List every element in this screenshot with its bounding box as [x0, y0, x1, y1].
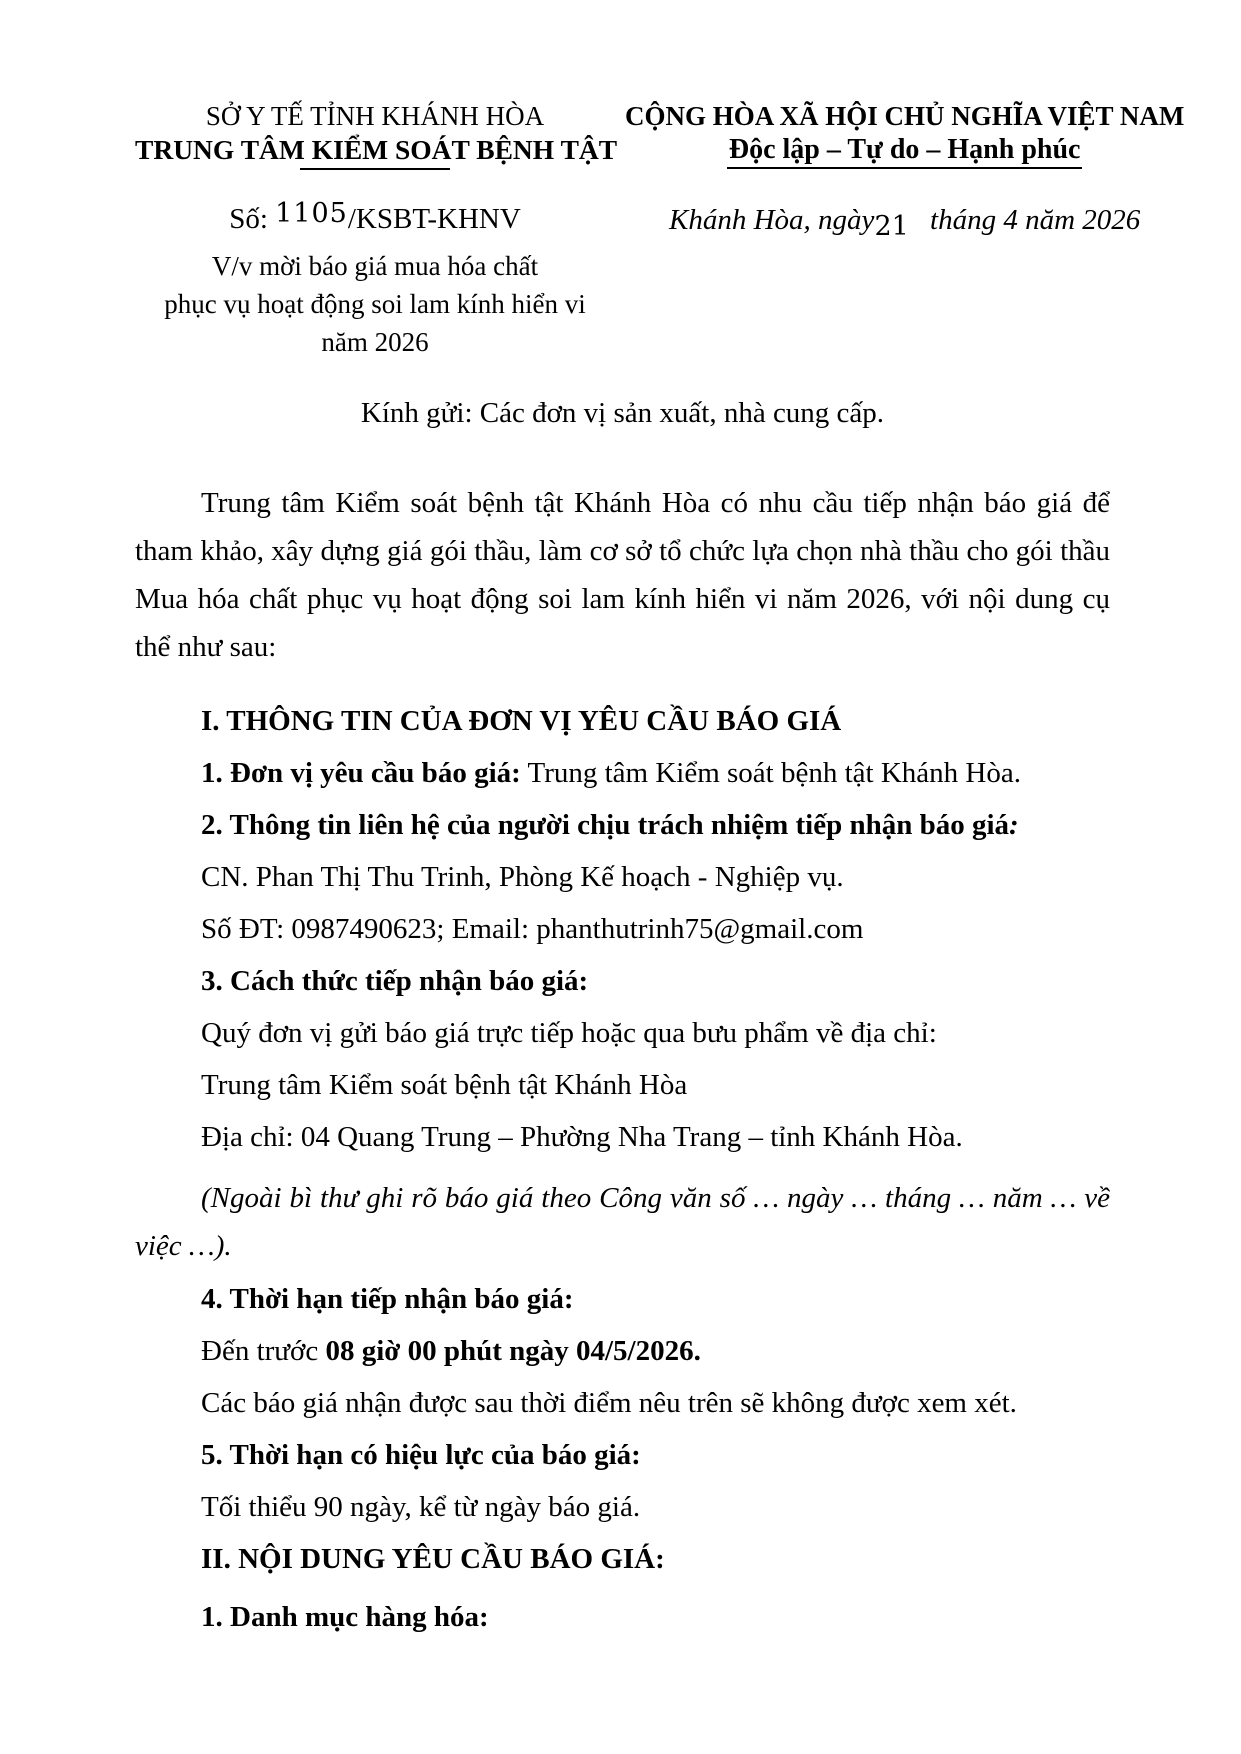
contact-phone-email: Số ĐT: 0987490623; Email: phanthutrinh75@gmail.com: [201, 913, 864, 945]
org-name-underline: [300, 168, 450, 170]
national-motto: Độc lập – Tự do – Hạnh phúc: [727, 133, 1083, 169]
intro-paragraph: Trung tâm Kiểm soát bệnh tật Khánh Hòa có nhu cầu tiếp nhận báo giá để tham khảo, xây dựng giá gói thầu, làm cơ sở tổ chức lựa chọn nhà thầu cho gói thầu Mua hóa chất phục vụ hoạt động soi lam kính hiển vi năm 2026, với nội dung cụ thể như sau:: [135, 487, 1110, 663]
subject-line-3: năm 2026: [321, 327, 429, 357]
document-number: [135, 198, 615, 237]
item-5-text: Tối thiểu 90 ngày, kể từ ngày báo giá.: [201, 1491, 641, 1523]
letterhead-left: [135, 100, 618, 361]
letterhead: [135, 100, 1185, 361]
item-4-deadline-bold: 08 giờ 00 phút ngày 04/5/2026.: [325, 1335, 701, 1367]
date-day: 21: [874, 211, 909, 242]
item-3-line-2: Trung tâm Kiểm soát bệnh tật Khánh Hòa: [201, 1069, 688, 1101]
item-3-line-1: Quý đơn vị gửi báo giá trực tiếp hoặc qua bưu phẩm về địa chỉ:: [201, 1017, 937, 1049]
item-2-contact-heading: [135, 810, 1110, 841]
item-1-label: 1. Đơn vị yêu cầu báo giá:: [201, 757, 521, 789]
item-4-label: 4. Thời hạn tiếp nhận báo giá:: [201, 1283, 574, 1315]
date-line: [625, 203, 1184, 242]
item-4-note: Các báo giá nhận được sau thời điểm nêu trên sẽ không được xem xét.: [201, 1387, 1017, 1419]
section-2-item-1-label: 1. Danh mục hàng hóa:: [201, 1601, 489, 1633]
section-2-heading: II. NỘI DUNG YÊU CẦU BÁO GIÁ:: [201, 1543, 665, 1575]
item-2-label: 2. Thông tin liên hệ của người chịu trách nhiệm tiếp nhận báo giá: [201, 809, 1010, 841]
section-1-heading: I. THÔNG TIN CỦA ĐƠN VỊ YÊU CẦU BÁO GIÁ: [201, 705, 842, 737]
item-3-label: 3. Cách thức tiếp nhận báo giá:: [201, 965, 589, 997]
document-number-value: 1105: [275, 198, 348, 229]
date-prefix: Khánh Hòa, ngày: [669, 204, 875, 236]
item-3-line-3: Địa chỉ: 04 Quang Trung – Phường Nha Trang – tỉnh Khánh Hòa.: [201, 1121, 963, 1153]
org-parent-name: SỞ Y TẾ TỈNH KHÁNH HÒA: [205, 101, 545, 131]
item-4-prefix: Đến trước: [201, 1335, 326, 1367]
date-suffix: tháng 4 năm 2026: [922, 204, 1141, 236]
org-name: TRUNG TÂM KIỂM SOÁT BỆNH TẬT: [135, 134, 618, 165]
contact-name: CN. Phan Thị Thu Trinh, Phòng Kế hoạch - Nghiệp vụ.: [201, 861, 844, 893]
document-number-label: Số:: [229, 203, 276, 235]
salutation: Kính gửi: Các đơn vị sản xuất, nhà cung cấp.: [360, 397, 885, 429]
item-1-text: Trung tâm Kiểm soát bệnh tật Khánh Hòa.: [520, 757, 1021, 789]
document-number-suffix: /KSBT-KHNV: [347, 203, 521, 235]
item-5-label: 5. Thời hạn có hiệu lực của báo giá:: [201, 1439, 641, 1471]
item-4-deadline: [135, 1336, 1110, 1367]
item-2-colon: :: [1009, 809, 1019, 841]
subject-line-1: V/v mời báo giá mua hóa chất: [211, 251, 539, 281]
subject-line-2: phục vụ hoạt động soi lam kính hiển vi: [164, 289, 586, 319]
envelope-note: (Ngoài bì thư ghi rõ báo giá theo Công văn số … ngày … tháng … năm … về việc …).: [135, 1182, 1110, 1262]
national-title: CỘNG HÒA XÃ HỘI CHỦ NGHĨA VIỆT NAM: [625, 101, 1185, 131]
document-subject: [135, 247, 615, 361]
letterhead-right: [615, 100, 1185, 242]
item-1-requesting-unit: [135, 758, 1110, 789]
